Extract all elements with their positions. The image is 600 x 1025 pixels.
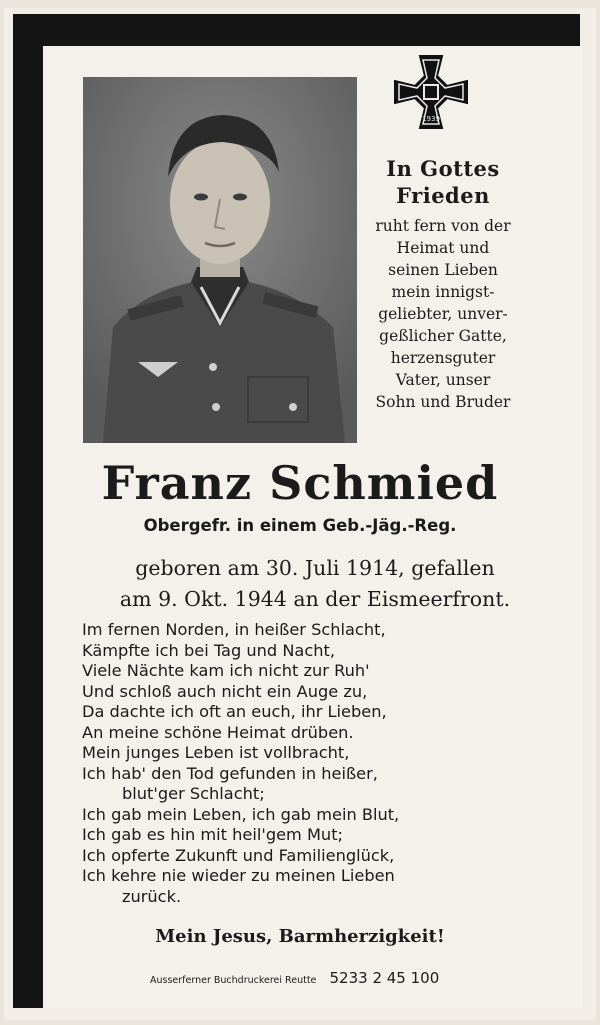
deceased-name: Franz Schmied — [101, 456, 499, 510]
poem-line: Viele Nächte kam ich nicht zur Ruh' — [82, 661, 370, 680]
portrait-photo — [83, 77, 357, 443]
poem-line: Ich hab' den Tod gefunden in heißer, — [82, 763, 378, 783]
print-code: 5233 2 45 100 — [329, 969, 440, 987]
poem-line: Da dachte ich oft an euch, ihr Lieben, — [82, 702, 387, 721]
cross-year: 1939 — [422, 115, 440, 123]
life-dates: geboren am 30. Juli 1914, gefallen am 9. Okt. 1944 an der Eismeerfront. — [119, 556, 511, 611]
closing-prayer: Mein Jesus, Barmherzigkeit! — [155, 926, 445, 947]
dedication-block — [339, 155, 547, 413]
poem-line: Ich gab es hin mit heil'gem Mut; — [82, 825, 343, 844]
iron-cross-icon — [391, 52, 471, 132]
poem-line: Und schloß auch nicht ein Auge zu, — [82, 681, 368, 701]
dedication-heading: In Gottes Frieden — [386, 156, 500, 208]
poem-line: An meine schöne Heimat drüben. — [82, 722, 354, 742]
printer-name: Ausserferner Buchdruckerei Reutte — [150, 975, 317, 986]
memorial-poem — [82, 620, 552, 907]
poem-line: Ich opferte Zukunft und Familienglück, — [82, 845, 395, 865]
poem-line: Mein junges Leben ist vollbracht, — [82, 743, 350, 762]
poem-line: Ich kehre nie wieder zu meinen Lieben — [82, 866, 395, 885]
poem-line: zurück. — [122, 886, 182, 906]
printer-imprint — [150, 968, 439, 987]
poem-line: Ich gab mein Leben, ich gab mein Blut, — [82, 804, 400, 824]
poem-line: blut'ger Schlacht; — [122, 784, 265, 803]
poem-line: Kämpfte ich bei Tag und Nacht, — [82, 640, 336, 660]
military-rank: Obergefr. in einem Geb.-Jäg.-Reg. — [143, 516, 457, 535]
poem-line: Im fernen Norden, in heißer Schlacht, — [82, 620, 386, 639]
dedication-text: ruht fern von der Heimat und seinen Lieben mein innigst- geliebter, unver- geßlicher Gatte, herzensguter Vater, unser Sohn und Bruder — [375, 217, 511, 411]
